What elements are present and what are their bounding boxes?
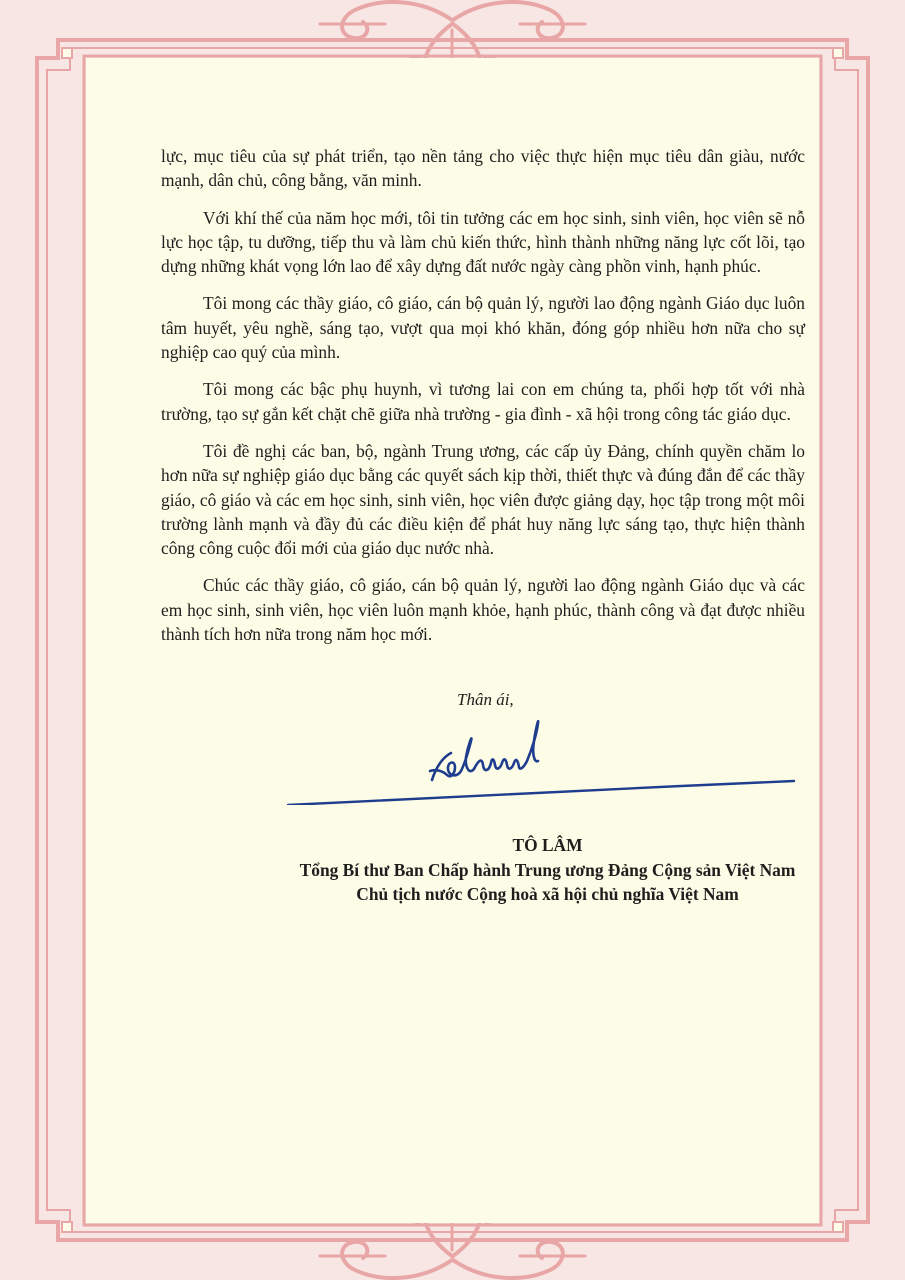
signer-title-1: Tổng Bí thư Ban Chấp hành Trung ương Đảng Cộng sản Việt Nam xyxy=(299,859,796,880)
paragraph: Tôi mong các thầy giáo, cô giáo, cán bộ quản lý, người lao động ngành Giáo dục luôn tâm huyết, yêu nghề, sáng tạo, vượt qua mọi khó khăn, đóng góp nhiều hơn nữa cho sự nghiệp cao quý của mình. xyxy=(161,293,805,363)
paragraph: Tôi đề nghị các ban, bộ, ngành Trung ương, các cấp ủy Đảng, chính quyền chăm lo hơn nữa sự nghiệp giáo dục bằng các quyết sách kịp thời, thiết thực và đúng đắn để các thầy giáo, cô giáo và các em học sinh, sinh viên, học viên được giảng dạy, học tập trong một môi trường lành mạnh và đầy đủ các điều kiện để phát huy năng lực sáng tạo, thực hiện thành công công cuộc đổi mới của giáo dục nước nhà. xyxy=(161,440,805,559)
paragraph: Chúc các thầy giáo, cô giáo, cán bộ quản lý, người lao động ngành Giáo dục và các em học sinh, sinh viên, học viên luôn mạnh khỏe, hạnh phúc, thành công và đạt được nhiều thành tích hơn nữa trong năm học mới. xyxy=(161,575,805,645)
closing-salutation: Thân ái, xyxy=(457,690,514,709)
signer-title-2: Chủ tịch nước Cộng hoà xã hội chủ nghĩa Việt Nam xyxy=(356,884,739,904)
handwritten-signature xyxy=(280,705,810,805)
letter-body xyxy=(161,144,805,659)
paragraph: Với khí thế của năm học mới, tôi tin tưởng các em học sinh, sinh viên, học viên sẽ nỗ lực học tập, tu dưỡng, tiếp thu và làm chủ kiến thức, hình thành những năng lực cốt lõi, tạo dựng những khát vọng lớn lao để xây dựng đất nước ngày càng phồn vinh, hạnh phúc. xyxy=(161,207,805,277)
paragraph: Tôi mong các bậc phụ huynh, vì tương lai con em chúng ta, phối hợp tốt với nhà trường, tạo sự gắn kết chặt chẽ giữa nhà trường - gia đình - xã hội trong công tác giáo dục. xyxy=(161,379,805,424)
signature-block xyxy=(160,833,905,907)
paragraph: lực, mục tiêu của sự phát triển, tạo nền tảng cho việc thực hiện mục tiêu dân giàu, nước mạnh, dân chủ, công bằng, văn minh. xyxy=(161,146,805,191)
signer-name: TÔ LÂM xyxy=(512,835,583,855)
